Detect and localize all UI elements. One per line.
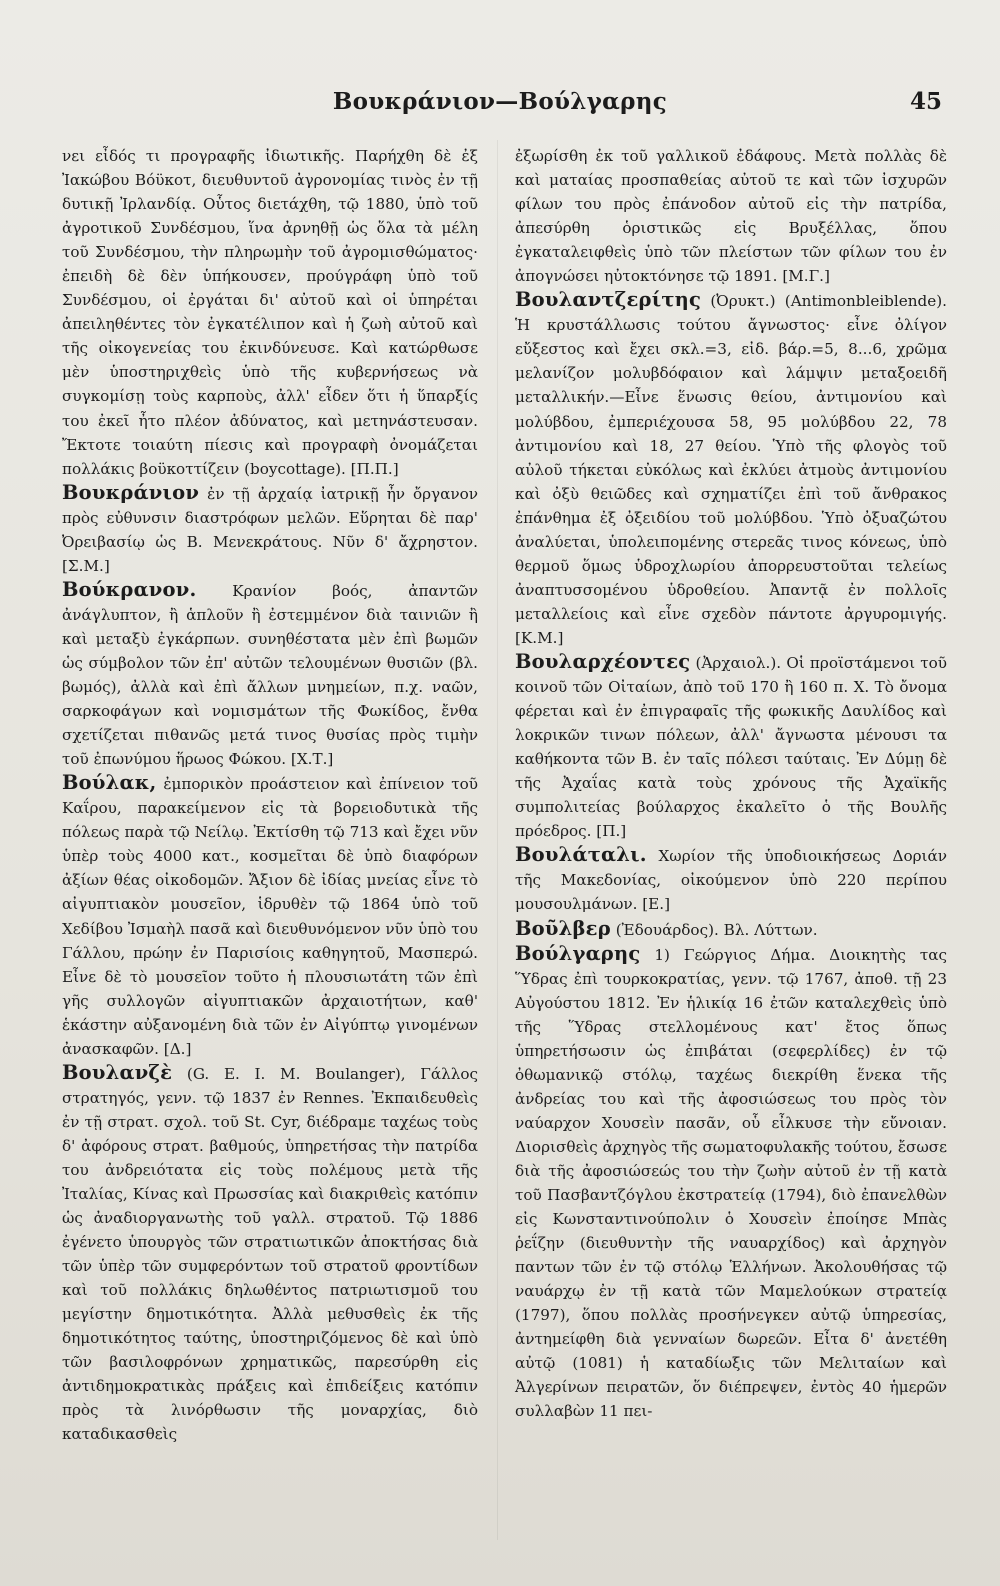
entry-boulatali xyxy=(515,843,947,916)
entry-headword: Βοῦλβερ xyxy=(515,916,611,940)
entry-headword: Βούλακ, xyxy=(62,771,157,795)
entry-text: Χωρίον τῆς ὑποδιοικήσεως Δοριάν τῆς Μακεδονίας, οἰκούμενον ὑπὸ 220 περίπου μουσουλμάνων. [Ε.] xyxy=(515,847,947,914)
entry-headword: Βούκρανον. xyxy=(62,577,197,601)
entry-voulgaris xyxy=(515,942,947,1424)
entry-text: 1) Γεώργιος Δήμα. Διοικητὴς τας Ὕδρας ἐπὶ τουρκοκρατίας, γενν. τῷ 1767, ἀποθ. τῇ 23 Αὐγούστου 1812. Ἐν ἡλικίᾳ 16 ἐτῶν καταλεχθεὶς ὑπὸ τῆς Ὕδρας στελλομένους κατ' ἔτος ὅπως ὑπηρετήσωσιν ὡς ἐπιβάται (σεφερλίδες) ἐν τῷ ὀθωμανικῷ στόλῳ, ταχέως διεκρίθη ἕνεκα τῆς ἀνδρείας του καὶ τῆς ἀφοσιώσεως του πρὸς τὸν ναύαρχον Χουσεὶν πασᾶν, οὗ εἶλκυσε τὴν εὔνοιαν. Διορισθεὶς ἀρχηγὸς τῆς σωματοφυλακῆς τούτου, ἔσωσε διὰ τῆς ἀφοσιώσεώς του τὴν ζωὴν αὐτοῦ ἐν τῇ κατὰ τοῦ Πασβαντζόγλου ἐκστρατείᾳ (1794), διὸ ἐπανελθὼν εἰς Κωνσταντινούπολιν ὁ Χουσεὶν ἐποίησε Μπὰς ῥεΐζην (διευθυντὴν τῆς ναυαρχίδος) καὶ ἀρχηγὸν παντων τῶν ἐν τῷ στόλῳ Ἑλλήνων. Ἀκολουθήσας τῷ ναυάρχῳ ἐν τῇ κατὰ τῶν Μαμελούκων στρατείᾳ (1797), ὅπου πολλὰς προσήνεγκεν αὐτῷ ὑπηρεσίας, ἀντημείφθη διὰ γενναίων δωρεῶν. Εἶτα δ' ἀνετέθη αὐτῷ (1081) ἡ καταδίωξις τῶν Μελιταίων καὶ Ἀλγερίνων πειρατῶν, ὅν διέπρεψεν, ἐντὸς 40 ἡμερῶν συλλαβὼν 11 πει- xyxy=(515,945,947,1421)
right-column xyxy=(515,144,947,1423)
entry-text: (G. E. I. M. Boulanger), Γάλλος στρατηγός, γενν. τῷ 1837 ἐν Rennes. Ἐκπαιδευθεὶς ἐν τῇ στρατ. σχολ. τοῦ St. Cyr, διέδραμε ταχέως τοὺς δ' ἀφόρους στρατ. βαθμούς, ὑπηρετήσας τὴν πατρίδα του ἀνδρειότατα εἰς τοὺς πολέμους μετὰ τῆς Ἰταλίας, Κίνας καὶ Πρωσσίας καὶ διακριθεὶς κατόπιν ὡς ἀναδιοργανωτὴς τοῦ γαλλ. στρατοῦ. Τῷ 1886 ἐγένετο ὑπουργὸς τῶν στρατιωτικῶν ἀποκτήσας διὰ τῶν ὑπὲρ τῶν συμφερόντων τοῦ στρατοῦ φροντίδων καὶ τοῦ πολλάκις δηλωθέντος πατριωτισμοῦ του μεγίστην δημοτικότητα. Ἀλλὰ μεθυσθεὶς ἐκ τῆς δημοτικότητος ταύτης, ὑποστηριζόμενος δὲ καὶ ὑπὸ τῶν βασιλοφρόνων χρηματικῶς, παρεσύρθη εἰς ἀντιδημοκρατικὰς πράξεις καὶ ἐπιδείξεις κατόπιν πρὸς τὰ λινόρθωσιν τῆς μοναρχίας, διὸ καταδικασθεὶς xyxy=(62,1064,478,1444)
entry-boulver xyxy=(515,917,947,942)
entry-headword: Βουκράνιον xyxy=(62,480,200,504)
entry-headword: Βουλανζὲ xyxy=(62,1060,173,1084)
entry-headword: Βουλαντζερίτης xyxy=(515,288,702,312)
entry-boukranon xyxy=(62,578,478,771)
entry-boulak xyxy=(62,771,478,1061)
left-column xyxy=(62,144,478,1447)
page-number: 45 xyxy=(909,88,942,115)
entry-headword: Βουλάταλι. xyxy=(515,843,647,867)
entry-boularcheontes xyxy=(515,650,947,843)
entry-text: (Ὀρυκτ.) (Antimonbleiblende). Ἡ κρυστάλλωσις τούτου ἄγνωστος· εἶνε ὀλίγον εὔξεστος καὶ ἔχει σκλ.=3, εἰδ. βάρ.=5, 8...6, χρῶμα μελανίζον μολυβδόφαιον καὶ λάμψιν μεταξοειδῆ μεταλλικήν.—Εἶνε ἕνωσις θείου, ἀντιμονίου καὶ μολύβδου, ἐμπεριέχουσα 58, 95 μολύβδου 22, 78 ἀντιμονίου καὶ 18, 27 θείου. Ὑπὸ τῆς φλογὸς τοῦ αὐλοῦ τήκεται εὐκόλως καὶ ἐκλύει ἀτμοὺς ἀντιμονίου καὶ ὀξὺ θειῶδες καὶ σχηματίζει ἐπὶ τοῦ ἄνθρακος ἐπάνθημα ἐξ ὀξειδίου τοῦ μολύβδου. Ὑπὸ ὀξυαζώτου ἀναλύεται, ὑπολειπομένης στερεᾶς τινος κόνεως, ὑπὸ θερμοῦ ὅμως ὑδροχλωρίου ἀπορρευστοῦται τελείως ἀναπτυσσομένου ὑδροθείου. Ἀπαντᾷ ἐν πολλοῖς μεταλλείοις καὶ εἶνε σχεδὸν πάντοτε ἀργυρομιγής. [Κ.Μ.] xyxy=(515,292,947,647)
continued-paragraph: νει εἶδός τι προγραφῆς ἰδιωτικῆς. Παρήχθη δὲ ἐξ Ἰακώβου Βόϋκοτ, διευθυντοῦ ἀγρονομίας τινὸς ἐν τῇ δυτικῇ Ἰρλανδίᾳ. Οὗτος διετάχθη, τῷ 1880, ὑπὸ τοῦ ἀγροτικοῦ Συνδέσμου, ἵνα ἀρνηθῇ ὡς ὅλα τὰ μέλη τοῦ Συνδέσμου, τὴν πληρωμὴν τοῦ ἀγρομισθώματος· ἐπειδὴ δὲ δὲν ὑπήκουσεν, προύγράφη ὑπὸ τοῦ Συνδέσμου, οἱ ἐργάται δι' αὐτοῦ καὶ οἱ ὑπηρέται ἀπειληθέντες τὸν ἐγκατέλιπον καὶ ἡ ζωὴ αὐτοῦ καὶ τῆς οἰκογενείας του ἐκινδύνευσε. Καὶ κατώρθωσε μὲν ὑποστηριχθεὶς ὑπὸ τῆς κυβερνήσεως νὰ συγκομίσῃ τοὺς καρποὺς, ἀλλ' εἶδεν ὅτι ἡ ὕπαρξίς του ἐκεῖ ἦτο πλέον ἀδύνατος, καὶ μετηνάστευσαν. Ἔκτοτε τοιαύτη πίεσις καὶ προγραφὴ ὀνομάζεται πολλάκις βοϋκοττίζειν (boycottage). [Π.Π.] xyxy=(62,147,478,478)
entry-text: (Ἐδουάρδος). Βλ. Λύττων. xyxy=(610,920,818,939)
column-gutter xyxy=(497,140,498,1540)
running-title: Βουκράνιον—Βούλγαρης xyxy=(332,88,668,115)
entry-boukranion xyxy=(62,481,478,578)
entry-text: (Ἀρχαιολ.). Οἱ προϊστάμενοι τοῦ κοινοῦ τῶν Οἰταίων, ἀπὸ τοῦ 170 ἢ 160 π. Χ. Τὸ ὄνομα φέρεται καὶ ἐν ἐπιγραφαῖς τῆς φωκικῆς Δαυλίδος καὶ λοκρικῶν τινων πόλεων, ἀλλ' ἄγνωστα μένουσι τα καθήκοντα τῶν Β. ἐν ταῖς πόλεσι ταύταις. Ἐν Δύμῃ δὲ τῆς Ἀχαΐας κατὰ τοὺς χρόνους τῆς Ἀχαϊκῆς συμπολιτείας βούλαρχος ἐκαλεῖτο ὁ τῆς Βουλῆς πρόεδρος. [Π.] xyxy=(515,653,947,841)
entry-text: ἐν τῇ ἀρχαίᾳ ἰατρικῇ ἦν ὄργανον πρὸς εὐθυνσιν διαστρόφων μελῶν. Εὕρηται δὲ παρ' Ὀρειβασίῳ ὡς Β. Μενεκράτους. Νῦν δ' ἄχρηστον. [Σ.Μ.] xyxy=(62,484,478,575)
continued-paragraph: ἐξωρίσθη ἐκ τοῦ γαλλικοῦ ἐδάφους. Μετὰ πολλὰς δὲ καὶ ματαίας προσπαθείας αὐτοῦ τε καὶ τῶν ἰσχυρῶν φίλων του πρὸς ἐπάνοδον αὐτοῦ εἰς τὴν πατρίδα, ἀπεσύρθη ὁριστικῶς εἰς Βρυξέλλας, ὅπου ἐγκαταλειφθεὶς ὑπὸ τῶν πλείστων τῶν φίλων του ἐν ἀπογνώσει ηὐτοκτόνησε τῷ 1891. [Μ.Γ.] xyxy=(515,147,947,286)
entry-text: Κρανίον βοός, ἀπαντῶν ἀνάγλυπτον, ἢ ἁπλοῦν ἢ ἐστεμμένον διὰ ταινιῶν ἢ καὶ μεταξὺ ἐγκάρπων. συνηθέστατα μὲν ἐπὶ βωμῶν ὡς σύμβολον τῶν ἐπ' αὐτῶν τελουμένων θυσιῶν (βλ. βωμός), ἀλλὰ καὶ ἐπὶ ἄλλων μνημείων, π.χ. ναῶν, σαρκοφάγων καὶ νομισμάτων τῆς Φωκίδος, ἔνθα σχετίζεται πιθανῶς μετά τινος θυσίας πρὸς τιμὴν τοῦ ἐπωνύμου ἥρωος Φώκου. [Χ.Τ.] xyxy=(62,581,478,769)
entry-headword: Βούλγαρης xyxy=(515,941,641,965)
entry-text: ἐμπορικὸν προάστειον καὶ ἐπίνειον τοῦ Καΐρου, παρακείμενον εἰς τὰ βορειοδυτικὰ τῆς πόλεως παρὰ τῷ Νείλῳ. Ἐκτίσθη τῷ 713 καὶ ἔχει νῦν ὑπὲρ τοὺς 4000 κατ., κοσμεῖται δὲ ὑπὸ διαφόρων ἀξίων θέας οἰκοδομῶν. Ἄξιον δὲ ἰδίας μνείας εἶνε τὸ αἰγυπτιακὸν μουσεῖον, ἱδρυθὲν τῷ 1864 ὑπὸ τοῦ Χεδίβου Ἰσμαὴλ πασᾶ καὶ διευθυνόμενον νῦν ὑπὸ του Γάλλου, πρώην ἐν Παρισίοις καθηγητοῦ, Μασπερώ. Εἶνε δὲ τὸ μουσεῖον τοῦτο ἡ πλουσιωτάτη τῶν ἐπὶ γῆς συλλογῶν αἰγυπτιακῶν ἀρχαιοτήτων, καθ' ἑκάστην αὐξανομένη διὰ τῶν ἐν Αἰγύπτῳ γινομένων ἀνασκαφῶν. [Δ.] xyxy=(62,775,478,1058)
entry-boulantzeritis xyxy=(515,288,947,650)
entry-headword: Βουλαρχέοντες xyxy=(515,649,691,673)
running-head xyxy=(0,88,1000,124)
entry-boulanger xyxy=(62,1061,478,1447)
